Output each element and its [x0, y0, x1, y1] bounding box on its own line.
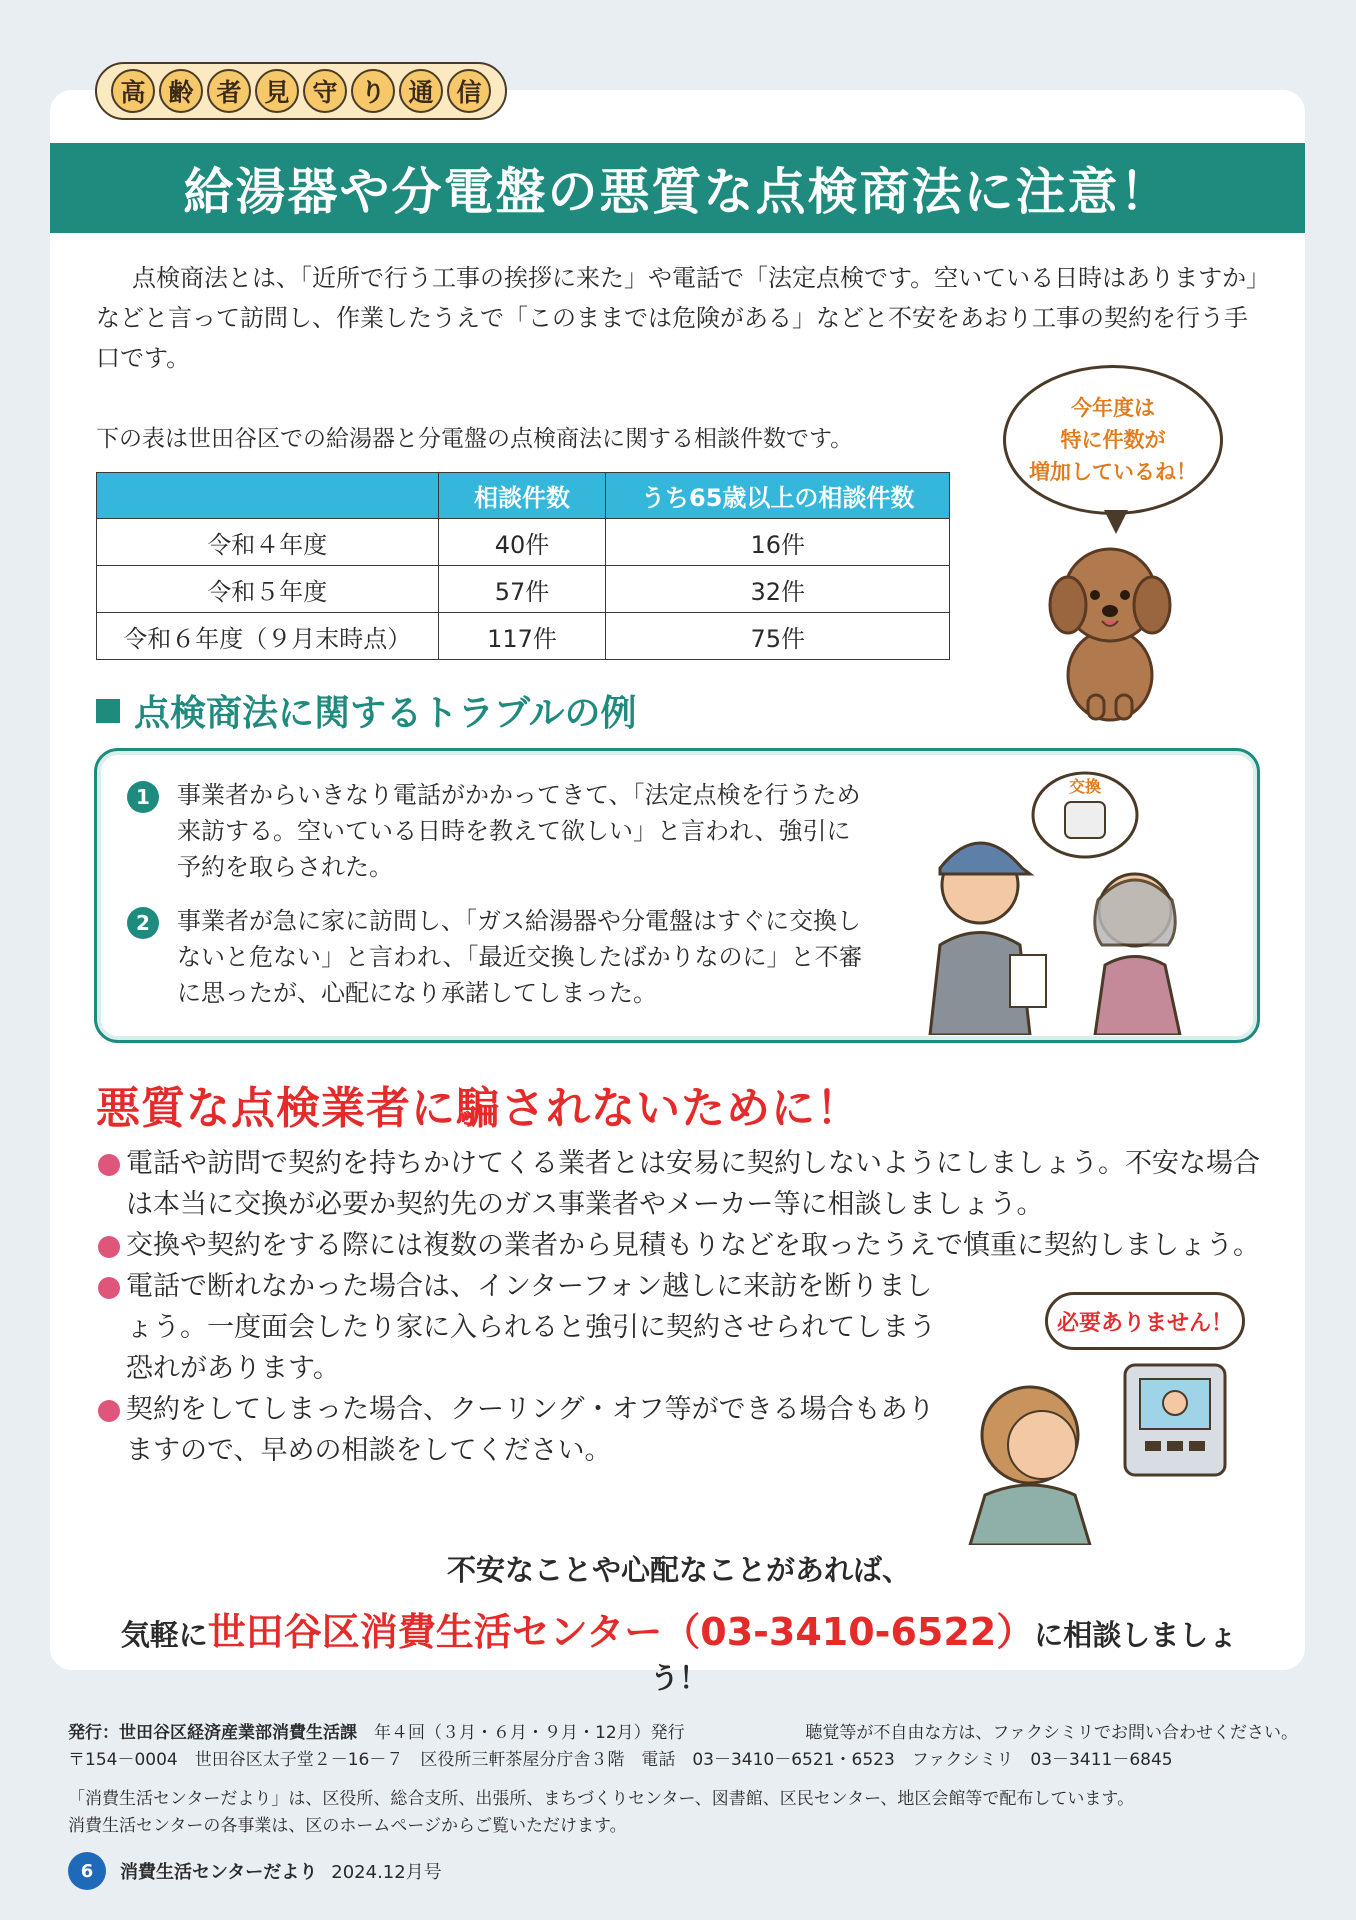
footer-address: 〒154－0004 世田谷区太子堂２－16－７ 区役所三軒茶屋分庁舎３階 電話 03－3410－6521・6523 ファクシミリ 03－3411－6845 — [68, 1750, 1173, 1770]
footer-homepage-note: 消費生活センターの各事業は、区のホームページからご覧いただけます。 — [68, 1816, 627, 1836]
table-row — [97, 566, 950, 613]
table-caption: 下の表は世田谷区での給湯器と分電盤の点検商法に関する相談件数です。 — [96, 426, 854, 452]
table-row — [97, 519, 950, 566]
table-cell: 40件 — [438, 519, 606, 566]
page-footer-bar — [68, 1852, 442, 1890]
series-char: 信 — [447, 69, 491, 113]
table-row — [97, 613, 950, 660]
consultation-table — [96, 472, 950, 660]
publication-date: 2024.12月号 — [331, 1862, 442, 1883]
tip-text: 電話や訪問で契約を持ちかけてくる業者とは安易に契約しないようにしましょう。不安な場合は本当に交換が必要か契約先のガス事業者やメーカー等に相談しましょう。 — [126, 1148, 1260, 1220]
table-cell: 32件 — [606, 566, 950, 613]
bullet-dot-icon — [98, 1400, 120, 1422]
exchange-label: 交換 — [1068, 777, 1102, 796]
table-header: 相談件数 — [438, 473, 606, 519]
intercom-illustration — [950, 1345, 1260, 1545]
table-header — [97, 473, 439, 519]
page-number: 6 — [68, 1852, 106, 1890]
issuer-label: 発行： — [68, 1723, 119, 1743]
square-bullet-icon — [96, 699, 120, 723]
closing-message — [96, 1548, 1262, 1697]
bullet-dot-icon — [98, 1277, 120, 1299]
tip-text: 電話で断れなかった場合は、インターフォン越しに来訪を断りましょう。一度面会したり家に入られると強引に契約させられてしまう恐れがあります。 — [126, 1271, 936, 1384]
series-label — [95, 62, 507, 120]
visit-scene-illustration — [900, 770, 1220, 1035]
tip-text: 交換や契約をする際には複数の業者から見積もりなどを取ったうえで慎重に契約しましょう。 — [126, 1230, 1260, 1261]
dog-illustration — [1040, 525, 1180, 725]
bubble-line: 特に件数が — [1060, 428, 1166, 452]
trouble-section-heading — [96, 685, 637, 736]
series-char: 守 — [303, 69, 347, 113]
publication-name: 消費生活センターだより — [120, 1862, 318, 1883]
table-cell: 75件 — [606, 613, 950, 660]
table-cell: 令和５年度 — [97, 566, 439, 613]
tip-item — [96, 1143, 1266, 1225]
decline-speech-bubble: 必要ありません！ — [1045, 1292, 1245, 1350]
bubble-line: 今年度は — [1071, 396, 1155, 420]
footer — [68, 1720, 1298, 1840]
trouble-text: 事業者からいきなり電話がかかってきて、「法定点検を行うため来訪する。空いている日時を教えて欲しい」と言われ、強引に予約を取らされた。 — [177, 781, 861, 881]
table-cell: 令和６年度（９月末時点） — [97, 613, 439, 660]
table-header-row — [97, 473, 950, 519]
series-char: 齢 — [159, 69, 203, 113]
table-cell: 令和４年度 — [97, 519, 439, 566]
series-char: 者 — [207, 69, 251, 113]
table-cell: 117件 — [438, 613, 606, 660]
trouble-item — [127, 903, 867, 1011]
series-char: り — [351, 69, 395, 113]
intro-paragraph: 点検商法とは、「近所で行う工事の挨拶に来た」や電話で「法定点検です。空いている日時はありますか」などと言って訪問し、作業したうえで「このままでは危険がある」などと不安をあおり工事の契約を行う手口です。 — [96, 264, 1259, 372]
series-char: 見 — [255, 69, 299, 113]
trouble-heading-text: 点検商法に関するトラブルの例 — [134, 693, 637, 734]
table-header: うち65歳以上の相談件数 — [606, 473, 950, 519]
table-cell: 57件 — [438, 566, 606, 613]
closing-line2 — [96, 1601, 1262, 1697]
tip-item — [96, 1225, 1266, 1266]
tip-item — [96, 1389, 956, 1471]
bullet-dot-icon — [98, 1236, 120, 1258]
warning-heading: 悪質な点検業者に騙されないために！ — [96, 1083, 861, 1134]
tip-text: 契約をしてしまった場合、クーリング・オフ等ができる場合もありますので、早めの相談をしてください。 — [126, 1394, 935, 1466]
page-title: 給湯器や分電盤の悪質な点検商法に注意！ — [50, 143, 1305, 233]
bubble-line: 増加しているね！ — [1029, 460, 1197, 484]
series-char: 高 — [111, 69, 155, 113]
number-badge: 1 — [127, 781, 159, 813]
closing-post: に相談しましょう！ — [649, 1618, 1238, 1695]
issuer: 世田谷区経済産業部消費生活課 — [119, 1723, 357, 1743]
footer-issuer-row — [68, 1720, 1298, 1747]
footer-distribution: 「消費生活センターだより」は、区役所、総合支所、出張所、まちづくりセンター、図書館、区民センター、地区会館等で配布しています。 — [68, 1789, 1135, 1809]
bullet-dot-icon — [98, 1154, 120, 1176]
dog-speech-bubble — [1003, 365, 1223, 515]
number-badge: 2 — [127, 907, 159, 939]
consumer-center-contact: 世田谷区消費生活センター（03-3410-6522） — [207, 1610, 1035, 1654]
trouble-item — [127, 777, 867, 885]
closing-pre: 気軽に — [120, 1618, 208, 1652]
tip-item — [96, 1266, 956, 1389]
series-char: 通 — [399, 69, 443, 113]
table-cell: 16件 — [606, 519, 950, 566]
trouble-text: 事業者が急に家に訪問し、「ガス給湯器や分電盤はすぐに交換しないと危ない」と言われ、「最近交換したばかりなのに」と不審に思ったが、心配になり承諾してしまった。 — [177, 907, 863, 1007]
fax-note: 聴覚等が不自由な方は、ファクシミリでお問い合わせください。 — [805, 1723, 1298, 1743]
frequency: 年４回（３月・６月・９月・12月）発行 — [374, 1723, 685, 1743]
closing-line1: 不安なことや心配なことがあれば、 — [446, 1553, 911, 1587]
